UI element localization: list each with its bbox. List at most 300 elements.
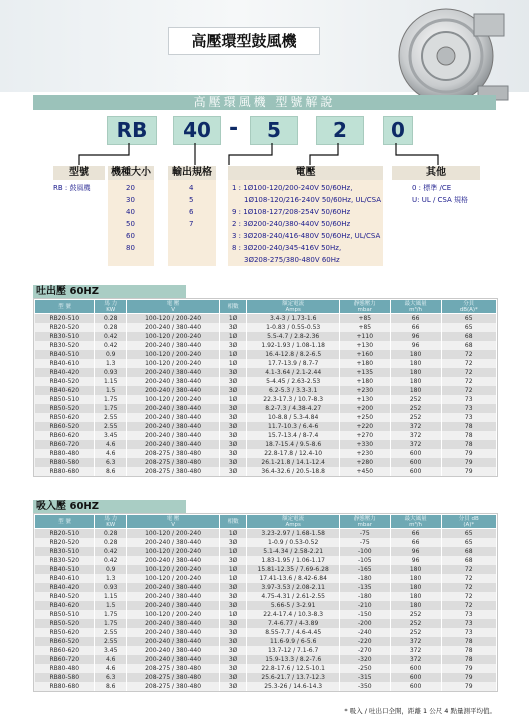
table-cell: 72 — [441, 574, 497, 583]
table-cell: -150 — [339, 610, 390, 619]
table-cell: +85 — [339, 323, 390, 332]
suction-pressure-table — [34, 514, 497, 691]
column-header: 電 壓 V — [127, 300, 219, 314]
blow-section-title: 吐出壓 60HZ — [33, 285, 186, 298]
table-cell: 68 — [441, 556, 497, 565]
table-cell: 372 — [390, 440, 441, 449]
table-cell: 72 — [441, 359, 497, 368]
table-cell: 200-240 / 380-440 — [127, 431, 219, 440]
table-cell: +200 — [339, 404, 390, 413]
table-cell: 1.83-1.95 / 1.06-1.17 — [247, 556, 339, 565]
table-cell: 180 — [390, 601, 441, 610]
table-cell: 252 — [390, 404, 441, 413]
table-row — [35, 377, 497, 386]
table-cell: 96 — [390, 332, 441, 341]
table-row — [35, 413, 497, 422]
table-cell: RB40-510 — [35, 565, 95, 574]
table-cell: 0.28 — [95, 323, 127, 332]
table-cell: RB50-510 — [35, 395, 95, 404]
table-cell: 68 — [441, 547, 497, 556]
table-cell: 79 — [441, 682, 497, 691]
table-cell: 5.1-4.34 / 2.58-2.21 — [247, 547, 339, 556]
label-output: 輸出規格 — [168, 166, 216, 180]
table-cell: RB50-620 — [35, 628, 95, 637]
table-cell: RB60-620 — [35, 431, 95, 440]
column-header: 靜態壓力 mbar — [339, 300, 390, 314]
table-cell: 4.6 — [95, 655, 127, 664]
table-row — [35, 395, 497, 404]
table-cell: 15.9-13.3 / 8.2-7.6 — [247, 655, 339, 664]
table-cell: 96 — [390, 547, 441, 556]
table-cell: 3.45 — [95, 646, 127, 655]
table-cell: 6.3 — [95, 673, 127, 682]
table-cell: 3Ø — [219, 341, 247, 350]
table-cell: -320 — [339, 655, 390, 664]
table-cell: 200-240 / 380-440 — [127, 341, 219, 350]
table-cell: 96 — [390, 341, 441, 350]
table-cell: RB40-610 — [35, 359, 95, 368]
table-cell: 1.75 — [95, 619, 127, 628]
table-cell: 200-240 / 380-440 — [127, 619, 219, 628]
table-cell: 180 — [390, 368, 441, 377]
table-cell: 0.28 — [95, 538, 127, 547]
table-cell: 0.9 — [95, 350, 127, 359]
table-row — [35, 440, 497, 449]
table-cell: 1Ø — [219, 547, 247, 556]
table-cell: 2.55 — [95, 422, 127, 431]
table-cell: 18.7-15.4 / 9.5-8.6 — [247, 440, 339, 449]
table-cell: 0.93 — [95, 368, 127, 377]
size-item: 50 — [126, 220, 135, 228]
table-cell: +270 — [339, 431, 390, 440]
other-item: 0 : 標準 /CE — [412, 184, 452, 192]
table-cell: 200-240 / 380-440 — [127, 377, 219, 386]
table-cell: RB20-510 — [35, 529, 95, 539]
table-cell: 7.4-6.77 / 4-3.89 — [247, 619, 339, 628]
table-cell: 1Ø — [219, 332, 247, 341]
table-cell: 3Ø — [219, 422, 247, 431]
table-cell: 3Ø — [219, 431, 247, 440]
table-cell: 100-120 / 200-240 — [127, 332, 219, 341]
table-cell: 208-275 / 380-480 — [127, 673, 219, 682]
table-row — [35, 386, 497, 395]
output-item: 7 — [189, 220, 194, 228]
table-row — [35, 646, 497, 655]
table-row — [35, 341, 497, 350]
table-cell: 0.28 — [95, 314, 127, 324]
size-item: 30 — [126, 196, 135, 204]
table-cell: 25.3-26 / 14.6-14.3 — [247, 682, 339, 691]
table-cell: RB30-510 — [35, 332, 95, 341]
column-header: 電 壓 V — [127, 515, 219, 529]
size-item: 40 — [126, 208, 135, 216]
table-row — [35, 556, 497, 565]
table-cell: +160 — [339, 350, 390, 359]
table-cell: 22.8-17.6 / 12.5-10.1 — [247, 664, 339, 673]
table-row — [35, 467, 497, 476]
table-cell: 72 — [441, 386, 497, 395]
table-row — [35, 431, 497, 440]
table-cell: 0.42 — [95, 332, 127, 341]
table-cell: 180 — [390, 565, 441, 574]
column-header: 相數 — [219, 515, 247, 529]
table-cell: 4.6 — [95, 664, 127, 673]
table-cell: RB20-520 — [35, 538, 95, 547]
table-cell: 3Ø — [219, 538, 247, 547]
table-cell: 100-120 / 200-240 — [127, 547, 219, 556]
table-row — [35, 350, 497, 359]
table-cell: +110 — [339, 332, 390, 341]
table-cell: 1.75 — [95, 404, 127, 413]
column-header: 型 號 — [35, 515, 95, 529]
table-cell: 200-240 / 380-440 — [127, 637, 219, 646]
table-cell: 2.55 — [95, 637, 127, 646]
table-cell: 200-240 / 380-440 — [127, 413, 219, 422]
table-cell: 72 — [441, 350, 497, 359]
table-cell: 0.93 — [95, 583, 127, 592]
table-cell: RB80-480 — [35, 664, 95, 673]
table-cell: 3.23-2.97 / 1.68-1.58 — [247, 529, 339, 539]
table-cell: 3Ø — [219, 413, 247, 422]
table-cell: 68 — [441, 341, 497, 350]
table-cell: 0.9 — [95, 565, 127, 574]
table-cell: 5-4.45 / 2.63-2.53 — [247, 377, 339, 386]
table-cell: 372 — [390, 655, 441, 664]
table-cell: RB80-480 — [35, 449, 95, 458]
model-explanation-band: 高壓環風機 型號解說 — [33, 95, 496, 110]
table-cell: +180 — [339, 377, 390, 386]
table-cell: 10-8.8 / 5.3-4.84 — [247, 413, 339, 422]
table-cell: RB30-510 — [35, 547, 95, 556]
table-cell: 372 — [390, 646, 441, 655]
suction-table-wrapper — [33, 513, 498, 692]
table-cell: 79 — [441, 467, 497, 476]
table-cell: 1-0.83 / 0.55-0.53 — [247, 323, 339, 332]
column-header: 靜態壓力 mbar — [339, 515, 390, 529]
table-row — [35, 574, 497, 583]
table-cell: 180 — [390, 377, 441, 386]
table-cell: 0.42 — [95, 547, 127, 556]
code-output: 5 — [250, 116, 298, 145]
table-cell: +130 — [339, 395, 390, 404]
table-cell: 100-120 / 200-240 — [127, 359, 219, 368]
table-cell: RB60-620 — [35, 646, 95, 655]
table-cell: 180 — [390, 583, 441, 592]
table-cell: +230 — [339, 449, 390, 458]
table-cell: RB40-520 — [35, 377, 95, 386]
table-cell: 72 — [441, 368, 497, 377]
table-cell: 66 — [390, 538, 441, 547]
table-cell: 180 — [390, 592, 441, 601]
table-cell: RB20-510 — [35, 314, 95, 324]
table-cell: -250 — [339, 664, 390, 673]
table-cell: 600 — [390, 458, 441, 467]
table-cell: 208-275 / 380-480 — [127, 449, 219, 458]
table-cell: -75 — [339, 538, 390, 547]
table-cell: 372 — [390, 431, 441, 440]
voltage-item: 2 : 3Ø200-240/380-440V 50/60Hz — [232, 220, 351, 228]
table-row — [35, 538, 497, 547]
table-cell: 372 — [390, 637, 441, 646]
table-cell: +135 — [339, 368, 390, 377]
table-cell: 3Ø — [219, 556, 247, 565]
table-cell: RB40-520 — [35, 592, 95, 601]
table-cell: 208-275 / 380-480 — [127, 458, 219, 467]
table-cell: 200-240 / 380-440 — [127, 628, 219, 637]
table-cell: 0.28 — [95, 529, 127, 539]
type-info — [53, 182, 90, 194]
table-cell: 26.1-21.8 / 14.1-12.4 — [247, 458, 339, 467]
table-cell: RB20-520 — [35, 323, 95, 332]
table-row — [35, 592, 497, 601]
blow-table-wrapper — [33, 298, 498, 477]
table-cell: -210 — [339, 601, 390, 610]
table-cell: 180 — [390, 386, 441, 395]
table-row — [35, 682, 497, 691]
table-cell: 17.7-13.9 / 8.7-7 — [247, 359, 339, 368]
table-cell: 73 — [441, 395, 497, 404]
table-cell: -180 — [339, 592, 390, 601]
table-cell: 180 — [390, 350, 441, 359]
table-cell: 3Ø — [219, 377, 247, 386]
table-cell: RB30-520 — [35, 341, 95, 350]
column-header: 分貝 dB(A)* — [441, 300, 497, 314]
table-cell: 1Ø — [219, 565, 247, 574]
column-header: 分貝 dB (A)* — [441, 515, 497, 529]
table-cell: 65 — [441, 314, 497, 324]
table-cell: 3Ø — [219, 655, 247, 664]
table-cell: 1Ø — [219, 574, 247, 583]
table-cell: RB50-520 — [35, 619, 95, 628]
table-cell: -315 — [339, 673, 390, 682]
table-cell: 8.6 — [95, 467, 127, 476]
table-cell: 252 — [390, 628, 441, 637]
table-cell: 36.4-32.6 / 20.5-18.8 — [247, 467, 339, 476]
table-cell: 200-240 / 380-440 — [127, 422, 219, 431]
table-cell: 3Ø — [219, 637, 247, 646]
table-cell: RB80-580 — [35, 458, 95, 467]
table-cell: 3Ø — [219, 619, 247, 628]
table-cell: 200-240 / 380-440 — [127, 556, 219, 565]
other-list — [412, 182, 468, 206]
table-cell: 73 — [441, 619, 497, 628]
table-cell: RB40-620 — [35, 601, 95, 610]
code-size: 40 — [173, 116, 221, 145]
table-cell: RB80-680 — [35, 467, 95, 476]
table-cell: 3Ø — [219, 601, 247, 610]
blow-pressure-table — [34, 299, 497, 476]
table-cell: 100-120 / 200-240 — [127, 350, 219, 359]
table-cell: 180 — [390, 574, 441, 583]
table-cell: 73 — [441, 404, 497, 413]
table-cell: 1.75 — [95, 610, 127, 619]
table-cell: +280 — [339, 458, 390, 467]
table-cell: 1.92-1.93 / 1.08-1.18 — [247, 341, 339, 350]
table-cell: 4.6 — [95, 440, 127, 449]
table-cell: 6.3 — [95, 458, 127, 467]
table-cell: -75 — [339, 529, 390, 539]
table-row — [35, 449, 497, 458]
table-cell: RB40-620 — [35, 386, 95, 395]
size-item: 80 — [126, 244, 135, 252]
table-cell: 72 — [441, 583, 497, 592]
table-cell: 72 — [441, 377, 497, 386]
table-cell: 66 — [390, 314, 441, 324]
table-cell: 3Ø — [219, 467, 247, 476]
table-cell: 200-240 / 380-440 — [127, 368, 219, 377]
table-cell: 100-120 / 200-240 — [127, 610, 219, 619]
table-cell: 3Ø — [219, 386, 247, 395]
table-cell: 200-240 / 380-440 — [127, 538, 219, 547]
table-row — [35, 368, 497, 377]
table-cell: 600 — [390, 682, 441, 691]
table-cell: 65 — [441, 323, 497, 332]
table-cell: 79 — [441, 664, 497, 673]
table-cell: 3Ø — [219, 664, 247, 673]
table-cell: 3Ø — [219, 646, 247, 655]
table-row — [35, 583, 497, 592]
table-cell: RB60-720 — [35, 655, 95, 664]
table-cell: 1Ø — [219, 610, 247, 619]
table-cell: 3Ø — [219, 458, 247, 467]
table-cell: 72 — [441, 565, 497, 574]
voltage-item: 9 : 1Ø108-127/208-254V 50/60Hz — [232, 208, 351, 216]
output-item: 6 — [189, 208, 194, 216]
output-list — [189, 182, 193, 230]
column-header: 額定電流 Amps — [247, 300, 339, 314]
size-item: 20 — [126, 184, 135, 192]
suction-section-title: 吸入壓 60HZ — [33, 500, 186, 513]
table-cell: 0.42 — [95, 556, 127, 565]
table-row — [35, 628, 497, 637]
table-cell: 8.2-7.3 / 4.38-4.27 — [247, 404, 339, 413]
table-row — [35, 637, 497, 646]
table-cell: +250 — [339, 413, 390, 422]
table-cell: 8.55-7.7 / 4.6-4.45 — [247, 628, 339, 637]
table-cell: 79 — [441, 673, 497, 682]
voltage-item: 1 : 1Ø100-120/200-240V 50/60Hz, — [232, 184, 353, 192]
table-cell: RB40-510 — [35, 350, 95, 359]
table-cell: 372 — [390, 422, 441, 431]
column-header: 相數 — [219, 300, 247, 314]
table-cell: 3.45 — [95, 431, 127, 440]
voltage-item: 8 : 3Ø200-240/345-416V 50Hz, — [232, 244, 342, 252]
table-cell: 1Ø — [219, 314, 247, 324]
table-cell: 600 — [390, 673, 441, 682]
table-cell: 1.75 — [95, 395, 127, 404]
table-row — [35, 458, 497, 467]
column-header: 馬 力 KW — [95, 300, 127, 314]
table-cell: -200 — [339, 619, 390, 628]
table-cell: 1.15 — [95, 377, 127, 386]
code-other: 0 — [383, 116, 413, 145]
table-cell: 252 — [390, 413, 441, 422]
table-cell: -105 — [339, 556, 390, 565]
table-cell: +85 — [339, 314, 390, 324]
table-cell: 2.55 — [95, 413, 127, 422]
table-cell: 600 — [390, 449, 441, 458]
table-cell: 600 — [390, 467, 441, 476]
table-cell: +450 — [339, 467, 390, 476]
table-cell: RB60-520 — [35, 637, 95, 646]
table-cell: 65 — [441, 529, 497, 539]
table-cell: 3Ø — [219, 368, 247, 377]
label-other: 其他 — [392, 166, 480, 180]
table-cell: -240 — [339, 628, 390, 637]
table-row — [35, 529, 497, 539]
table-row — [35, 332, 497, 341]
table-cell: +220 — [339, 422, 390, 431]
table-cell: 22.3-17.3 / 10.7-8.3 — [247, 395, 339, 404]
table-cell: 5.5-4.7 / 2.8-2.36 — [247, 332, 339, 341]
table-cell: 72 — [441, 601, 497, 610]
table-cell: 1.3 — [95, 574, 127, 583]
table-cell: +130 — [339, 341, 390, 350]
table-cell: +180 — [339, 359, 390, 368]
table-cell: RB40-610 — [35, 574, 95, 583]
label-size: 機種大小 — [108, 166, 154, 180]
table-cell: -100 — [339, 547, 390, 556]
table-cell: 3Ø — [219, 440, 247, 449]
table-cell: 96 — [390, 556, 441, 565]
voltage-item: 1Ø108-120/216-240V 50/60Hz, UL/CSA — [244, 196, 382, 204]
table-cell: 15.81-12.35 / 7.69-6.28 — [247, 565, 339, 574]
label-voltage: 電壓 — [228, 166, 383, 180]
table-cell: 66 — [390, 529, 441, 539]
table-cell: 4.6 — [95, 449, 127, 458]
table-cell: 6.2-5.3 / 3.3-3.1 — [247, 386, 339, 395]
table-row — [35, 619, 497, 628]
table-row — [35, 323, 497, 332]
table-row — [35, 422, 497, 431]
page-title: 高壓環型鼓風機 — [168, 27, 320, 55]
table-row — [35, 314, 497, 324]
table-cell: 13.7-12 / 7.1-6.7 — [247, 646, 339, 655]
table-cell: 200-240 / 380-440 — [127, 646, 219, 655]
table-row — [35, 655, 497, 664]
table-cell: 200-240 / 380-440 — [127, 323, 219, 332]
table-cell: 200-240 / 380-440 — [127, 601, 219, 610]
table-cell: 200-240 / 380-440 — [127, 592, 219, 601]
table-cell: -180 — [339, 574, 390, 583]
table-cell: 73 — [441, 413, 497, 422]
column-header: 馬 力 KW — [95, 515, 127, 529]
column-header: 型 號 — [35, 300, 95, 314]
table-cell: 3Ø — [219, 673, 247, 682]
table-cell: 25.6-21.7 / 13.7-12.3 — [247, 673, 339, 682]
table-cell: +230 — [339, 386, 390, 395]
table-cell: 11.7-10.3 / 6.4-6 — [247, 422, 339, 431]
table-cell: 3Ø — [219, 323, 247, 332]
table-cell: 78 — [441, 655, 497, 664]
table-cell: 79 — [441, 449, 497, 458]
type-text: RB : 鼓風機 — [53, 184, 91, 192]
output-item: 4 — [189, 184, 194, 192]
table-cell: 22.4-17.4 / 10.3-8.3 — [247, 610, 339, 619]
table-cell: -135 — [339, 583, 390, 592]
table-cell: 8.6 — [95, 682, 127, 691]
table-cell: 1Ø — [219, 350, 247, 359]
table-cell: RB30-520 — [35, 556, 95, 565]
table-cell: 3Ø — [219, 583, 247, 592]
table-cell: 5.66-5 / 3-2.91 — [247, 601, 339, 610]
table-cell: 208-275 / 380-480 — [127, 664, 219, 673]
table-cell: 200-240 / 380-440 — [127, 440, 219, 449]
table-row — [35, 610, 497, 619]
table-cell: 100-120 / 200-240 — [127, 574, 219, 583]
table-cell: RB40-420 — [35, 368, 95, 377]
table-cell: 22.8-17.8 / 12.4-10 — [247, 449, 339, 458]
